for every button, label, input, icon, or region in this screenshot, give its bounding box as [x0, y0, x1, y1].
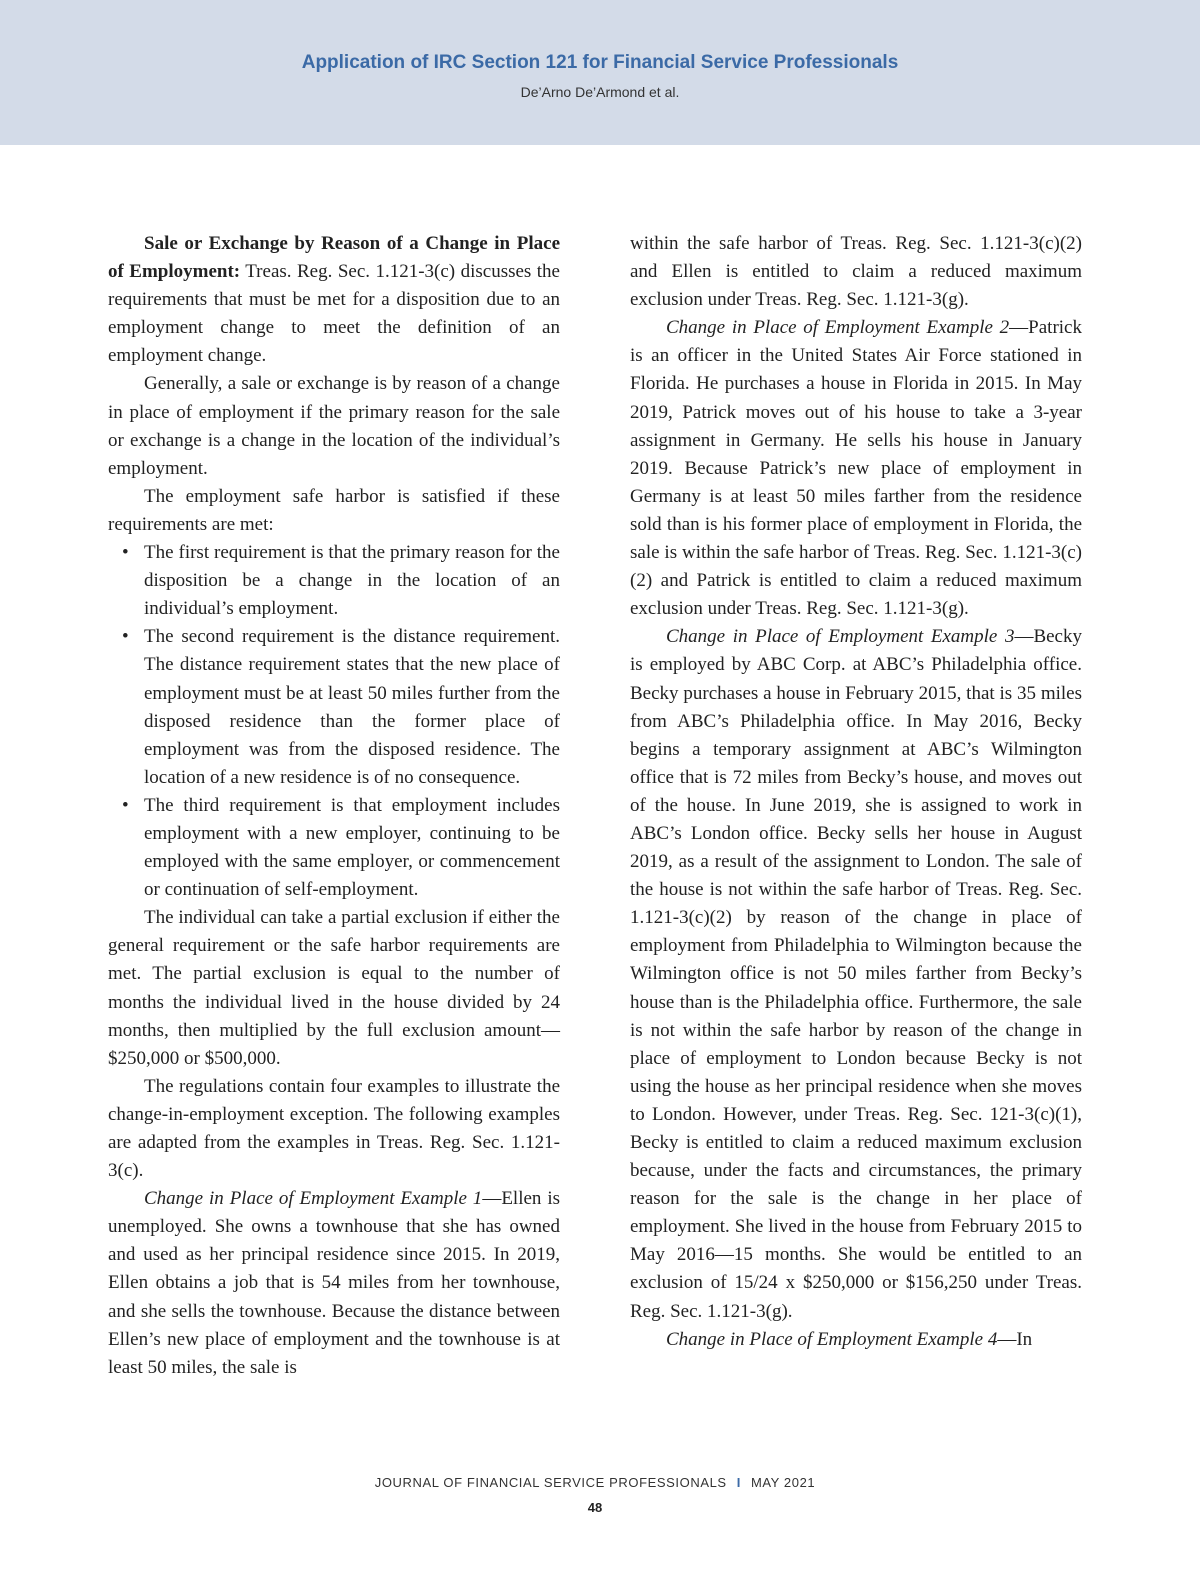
- running-title: Application of IRC Section 121 for Financial Service Professionals: [301, 52, 899, 73]
- footer-journal-line: [0, 1475, 1190, 1490]
- paragraph-general: Generally, a sale or exchange is by reason of a change in place of employment if the primary reason for the sale or exchange is a change in the location of the individual’s employment.: [108, 373, 560, 479]
- list-item: • The third requirement is that employment includes employment with a new employer, continuing to be employed with the same employer, or commencement or continuation of self-employment.: [144, 792, 560, 904]
- paragraph-employment-heading: [108, 230, 560, 370]
- paragraph-text: Treas. Reg. Sec. 1.121-3(c) discusses the requirements that must be met for a disposition due to an employment change to meet the definition of an employment change.: [108, 261, 560, 367]
- list-item: • The second requirement is the distance requirement. The distance requirement states that the new place of employment must be at least 50 miles further from the disposed residence than the former place of employment was from the disposed residence. The location of a new residence is of no consequence.: [144, 623, 560, 792]
- example-text: —Ellen is unemployed. She owns a townhouse that she has owned and used as her principal residence since 2015. In 2019, Ellen obtains a job that is 54 miles from her townhouse, and she sells the townhouse. Because the distance between Ellen’s new place of employment and the townhouse is at least 50 miles, the sale is: [108, 1188, 560, 1378]
- page-number: 48: [587, 1500, 603, 1515]
- example-label: Change in Place of Employment Example 3: [666, 626, 1015, 648]
- example-text: —Patrick is an officer in the United States Air Force stationed in Florida. He purchases a house in Florida in 2015. In May 2019, Patrick moves out of his house to take a 3-year assignment in Germany. He sells his house in January 2019. Because Patrick’s new place of employment in Germany is at least 50 miles farther from the residence sold than is his former place of employment in Florida, the sale is within the safe harbor of Treas. Reg. Sec. 1.121-3(c)(2) and Patrick is entitled to claim a reduced maximum exclusion under Treas. Reg. Sec. 1.121-3(g).: [630, 317, 1082, 620]
- example-text: —Becky is employed by ABC Corp. at ABC’s Philadelphia office. Becky purchases a house in February 2015, that is 35 miles from ABC’s Philadelphia office. In May 2016, Becky begins a temporary assignment at ABC’s Wilmington office that is 72 miles from Becky’s house, and moves out of the house. In June 2019, she is assigned to work in ABC’s London office. Becky sells her house in August 2019, as a result of the assignment to London. The sale of the house is not within the safe harbor of Treas. Reg. Sec. 1.121-3(c)(2) by reason of the change in place of employment from Philadelphia to Wilmington because the Wilmington office is not 50 miles farther from Becky’s house than is the Philadelphia office. Furthermore, the sale is not within the safe harbor by reason of the change in place of employment to London because Becky is not using the house as her principal residence when she moves to London. However, under Treas. Reg. Sec. 121-3(c)(1), Becky is entitled to claim a reduced maximum exclusion because, under the facts and circumstances, the primary reason for the sale is the change in her place of employment. She lived in the house from February 2015 to May 2016—15 months. She would be entitled to an exclusion of 15/24 x $250,000 or $156,250 under Treas. Reg. Sec. 1.121-3(g).: [630, 626, 1082, 1322]
- list-item: • The first requirement is that the primary reason for the disposition be a change in the location of an individual’s employment.: [144, 539, 560, 623]
- paragraph-example-3: [630, 623, 1082, 1325]
- issue-date: MAY 2021: [750, 1475, 816, 1490]
- section-heading: Sale or Exchange by Reason of a Change in Place of Employment:: [108, 233, 560, 283]
- paragraph-safe-harbor-intro: The employment safe harbor is satisfied if these requirements are met:: [108, 485, 560, 535]
- requirements-list: [108, 539, 560, 904]
- paragraph-continuation: within the safe harbor of Treas. Reg. Sec. 1.121-3(c)(2) and Ellen is entitled to claim a reduced maximum exclusion under Treas. Reg. Sec. 1.121-3(g).: [630, 233, 1082, 311]
- footer-separator: I: [736, 1475, 741, 1490]
- paragraph-example-4: [630, 1326, 1082, 1354]
- header-band: [0, 0, 1200, 145]
- running-authors: De’Arno De’Armond et al.: [520, 84, 680, 100]
- left-column: [108, 230, 560, 1382]
- paragraph-example-2: [630, 314, 1082, 623]
- right-column: [630, 230, 1082, 1354]
- paragraph-example-1: [108, 1185, 560, 1382]
- paragraph-partial-exclusion: The individual can take a partial exclusion if either the general requirement or the safe harbor requirements are met. The partial exclusion is equal to the number of months the individual lived in the house divided by 24 months, then multiplied by the full exclusion amount—$250,000 or $500,000.: [108, 907, 560, 1069]
- example-text: —In: [997, 1328, 1033, 1350]
- paragraph-regulations: The regulations contain four examples to illustrate the change-in-employment exception. The following examples are adapted from the examples in Treas. Reg. Sec. 1.121-3(c).: [108, 1075, 560, 1182]
- example-label: Change in Place of Employment Example 4: [666, 1328, 998, 1350]
- journal-name: JOURNAL OF FINANCIAL SERVICE PROFESSIONALS: [374, 1475, 727, 1490]
- example-label: Change in Place of Employment Example 1: [144, 1188, 483, 1210]
- example-label: Change in Place of Employment Example 2: [666, 317, 1010, 339]
